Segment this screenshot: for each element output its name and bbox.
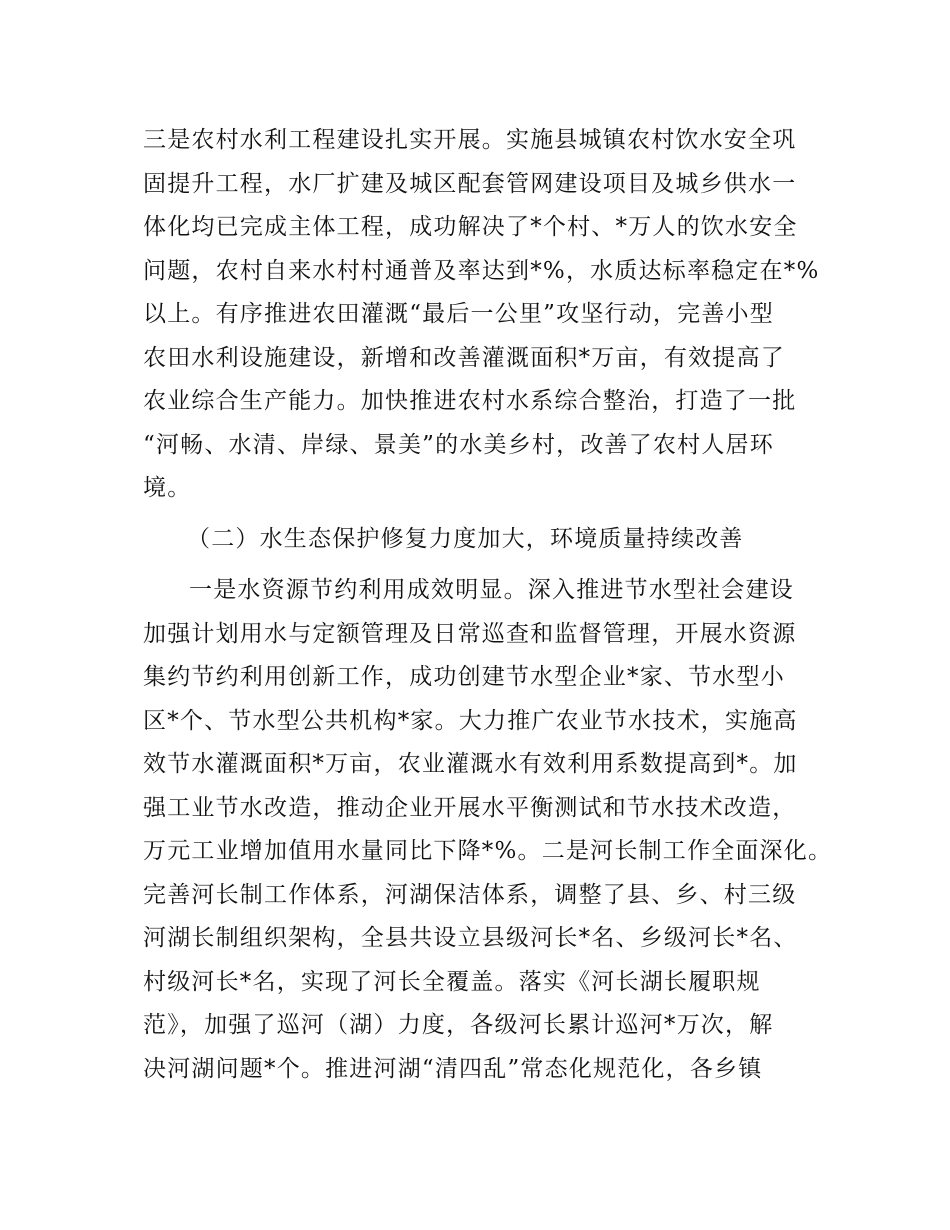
paragraph-line: 以上。有序推进农田灌溉“最后一公里”攻坚行动，完善小型 (143, 301, 774, 327)
paragraph-line: 加强计划用水与定额管理及日常巡查和监督管理，开展水资源 (143, 620, 797, 647)
paragraph-line: 效节水灌溉面积*万亩，农业灌溉水有效利用系数提高到*。加 (143, 751, 798, 777)
paragraph-line: 境。 (143, 475, 192, 501)
paragraph-line: 范》，加强了巡河（湖）力度，各级河长累计巡河*万次，解 (143, 1012, 774, 1038)
paragraph-line: 完善河长制工作体系，河湖保洁体系，调整了县、乡、村三级 (143, 881, 797, 908)
paragraph-line: 体化均已完成主体工程，成功解决了*个村、*万人的饮水安全 (143, 214, 798, 240)
paragraph-line: 农田水利设施建设，新增和改善灌溉面积*万亩，有效提高了 (143, 344, 785, 371)
section-heading: （二）水生态保护修复力度加大，环境质量持续改善 (187, 526, 744, 552)
paragraph-line: 河湖长制组织架构，全县共设立县级河长*名、乡级河长*名、 (143, 925, 798, 951)
paragraph-line: 集约节约利用创新工作，成功创建节水型企业*家、节水型小 (143, 664, 785, 690)
paragraph-line: 万元工业增加值用水量同比下降*%。二是河长制工作全面深化。 (143, 838, 833, 864)
paragraph-line: 强工业节水改造，推动企业开展水平衡测试和节水技术改造， (143, 794, 797, 821)
paragraph-line: 问题，农村自来水村村通普及率达到*%，水质达标率稳定在*% (143, 257, 820, 284)
paragraph-line: 决河湖问题*个。推进河湖“清四乱”常态化规范化，各乡镇 (143, 1055, 763, 1082)
paragraph-line: 区*个、节水型公共机构*家。大力推广农业节水技术，实施高 (143, 707, 798, 734)
paragraph-line: 固提升工程，水厂扩建及城区配套管网建设项目及城乡供水一 (143, 170, 797, 197)
paragraph-line: 村级河长*名，实现了河长全覆盖。落实《河长湖长履职规 (143, 968, 761, 995)
paragraph-rural-water-conservancy (143, 119, 823, 511)
paragraph-line: 一是水资源节约利用成效明显。深入推进节水型社会建设 (189, 577, 794, 603)
paragraph-line: “河畅、水清、岸绿、景美”的水美乡村，改善了农村人居环 (143, 431, 774, 458)
paragraph-line: 农业综合生产能力。加快推进农村水系综合整治，打造了一批 (143, 388, 797, 414)
paragraph-water-resources (143, 569, 833, 1091)
paragraph-line: 三是农村水利工程建设扎实开展。实施县城镇农村饮水安全巩 (143, 127, 797, 153)
